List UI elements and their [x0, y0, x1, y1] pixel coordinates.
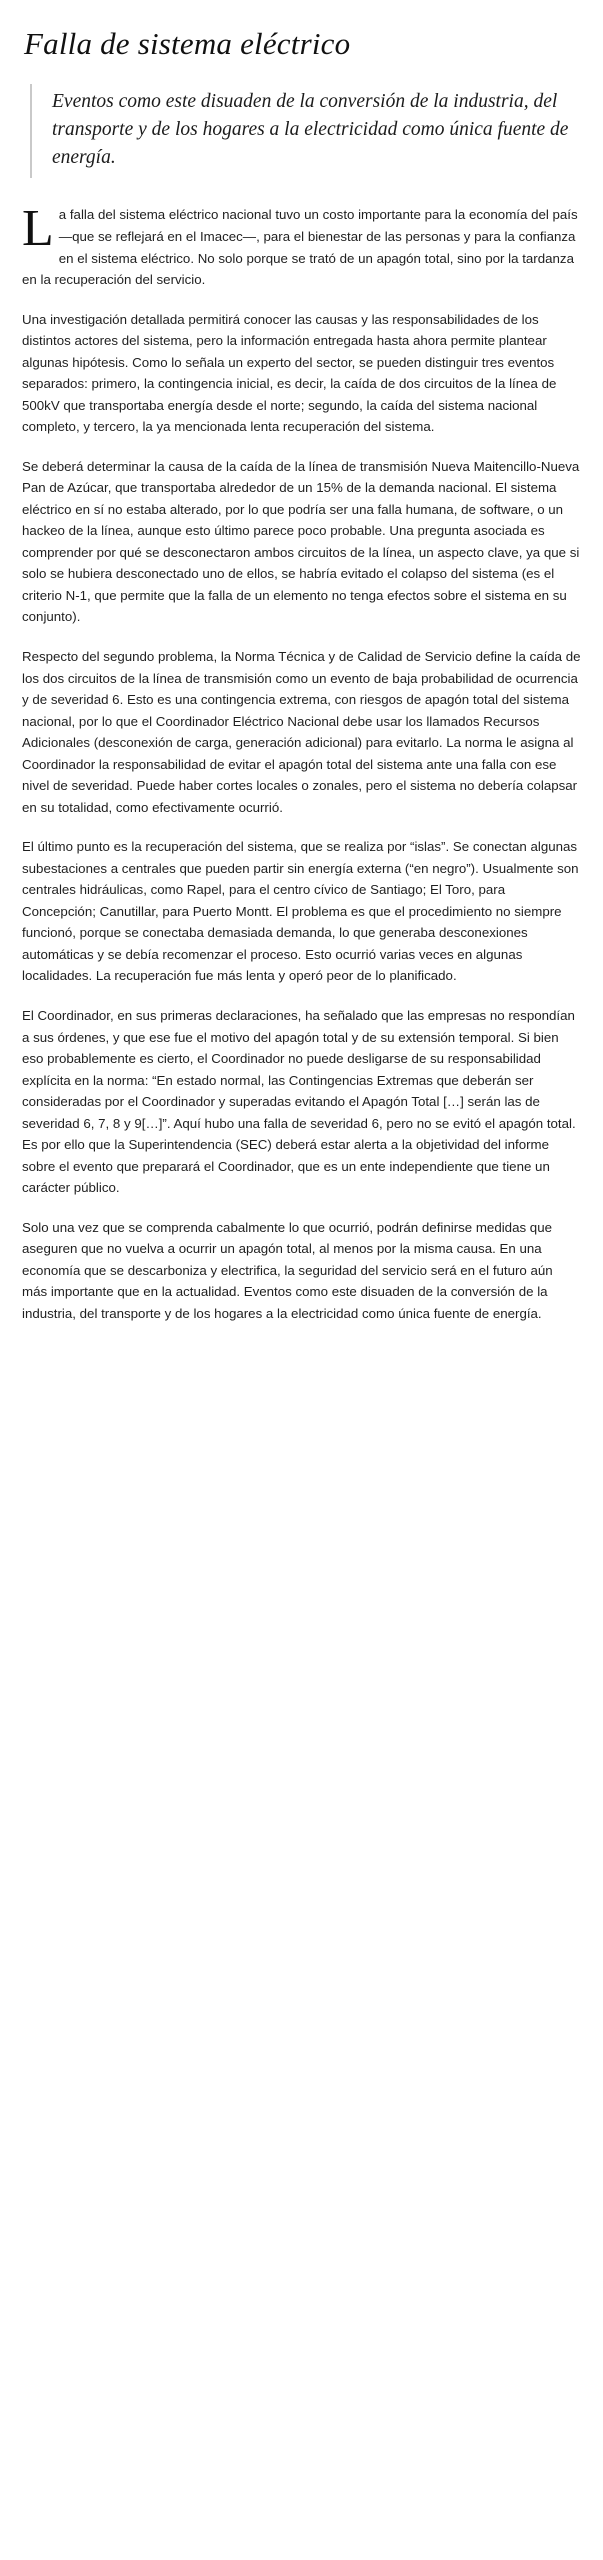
paragraph-2: Una investigación detallada permitirá conocer las causas y las responsabilidades de los distintos actores del sistema, pero la información entregada hasta ahora permite plantear algunas hipótesis. Como lo señala un experto del sector, se pueden distinguir tres eventos separados: primero, la contingencia inicial, es decir, la caída de dos circuitos de la línea de 500kV que transportaba energía desde el norte; segundo, la caída del sistema nacional completo, y tercero, la ya mencionada lenta recuperación del sistema. — [22, 311, 557, 435]
drop-cap: L — [22, 200, 54, 258]
paragraph-1-text: a falla del sistema eléctrico nacional tuvo un costo importante para la economía del país —que se reflejará en el Imacec—, para el bienestar de las personas y para la confianza en el sistema eléctrico. No solo porque se trató de un apagón total, sino por la tardanza en la recuperación del servicio. — [22, 207, 578, 288]
pullquote-text: Eventos como este disuaden de la conversión de la industria, del transporte y de los hogares a la electricidad como única fuente de energía. — [52, 90, 569, 169]
paragraph-5: El último punto es la recuperación del sistema, que se realiza por “islas”. Se conectan algunas subestaciones a centrales que pueden partir sin energía externa (“en negro”). Usualmente son centrales hidráulicas, como Rapel, para el centro cívico de Santiago; El Toro, para Concepción; Canutillar, para Puerto Montt. El problema es que el procedimiento no siempre funcionó, porque se conectaba demasiada demanda, lo que generaba desconexiones automáticas y se debía recomenzar el proceso. Esto ocurrió varias veces en algunas localidades. La recuperación fue más lenta y operó peor de lo planificado. — [22, 839, 579, 984]
paragraph-6: El Coordinador, en sus primeras declaraciones, ha señalado que las empresas no respondían a sus órdenes, y que ese fue el motivo del apagón total y de su extensión temporal. Si bien eso probablemente es cierto, el Coordinador no puede desligarse de su responsabilidad explícita en la norma: “En estado normal, las Contingencias Extremas que deberán ser consideradas por el Coordinador y superadas evitando el Apagón Total […] serán las de severidad 6, 7, 8 y 9[…]”. Aquí hubo una falla de severidad 6, pero no se evitó el apagón total. Es por ello que la Superintendencia (SEC) deberá estar alerta a la objetividad del informe sobre el evento que preparará el Coordinador, que es un ente independiente que tiene un carácter público. — [22, 1007, 576, 1196]
paragraph-3: Se deberá determinar la causa de la caída de la línea de transmisión Nueva Maitencillo-Nueva Pan de Azúcar, que transportaba alrededor de un 15% de la demanda nacional. El sistema eléctrico en sí no estaba alterado, por lo que podría ser una falla humana, de software, o un hackeo de la línea, aunque esto último parece poco probable. Una pregunta asociada es comprender por qué se desconectaron ambos circuitos de la línea, un aspecto clave, ya que si solo se hubiera desconectado uno de ellos, se habría evitado el colapso del sistema (es el criterio N-1, que permite que la falla de un elemento no tenga efectos sobre el sistema en su conjunto). — [22, 458, 580, 625]
paragraph-7: Solo una vez que se comprenda cabalmente lo que ocurrió, podrán definirse medidas que aseguren que no vuelva a ocurrir un apagón total, al menos por la misma causa. En una economía que se descarboniza y electrifica, la seguridad del servicio será en el futuro aún más importante que en la actualidad. Eventos como este disuaden de la conversión de la industria, del transporte y de los hogares a la electricidad como única fuente de energía. — [22, 1219, 553, 1321]
page-title: Falla de sistema eléctrico — [24, 26, 351, 61]
pullquote — [30, 84, 581, 179]
article-body — [22, 200, 581, 1324]
paragraph-4: Respecto del segundo problema, la Norma Técnica y de Calidad de Servicio define la caída de los dos circuitos de la línea de transmisión como un evento de baja probabilidad de ocurrencia y de severidad 6. Esto es una contingencia extrema, con riesgos de apagón total del sistema nacional, por lo que el Coordinador Eléctrico Nacional debe usar los llamados Recursos Adicionales (desconexión de carga, generación adicional) para evitarlo. La norma le asigna al Coordinador la responsabilidad de evitar el apagón total del sistema ante una falla con ese nivel de severidad. Puede haber cortes locales o zonales, pero el sistema no debería colapsar en su totalidad, como efectivamente ocurrió. — [22, 649, 581, 815]
paragraph-1 — [22, 200, 581, 290]
